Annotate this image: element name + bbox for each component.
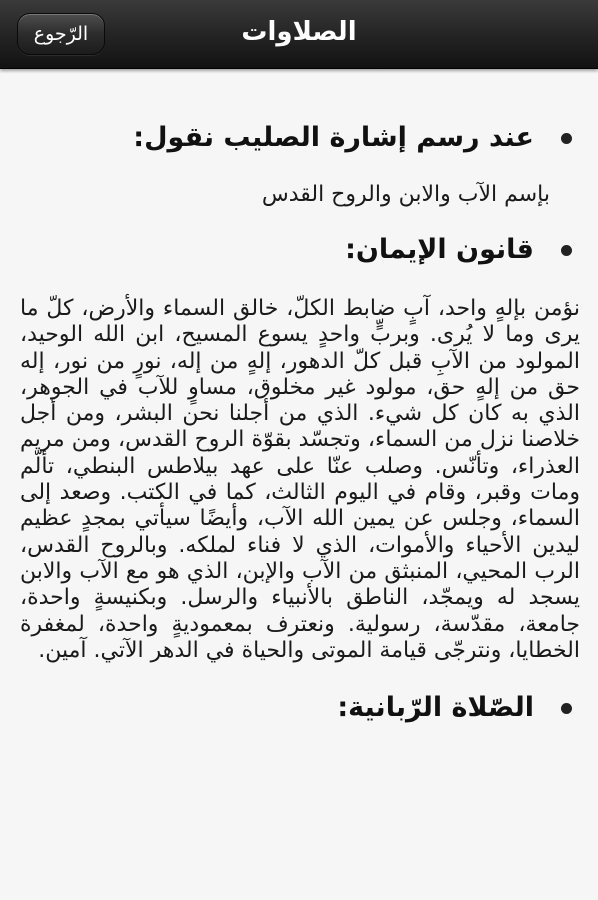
back-button[interactable]: الرّجوع (17, 13, 105, 55)
app-header (0, 0, 598, 69)
sign-of-cross-text: بإسم الآب والابن والروح القدس (261, 182, 550, 207)
section-heading-lords-prayer (20, 688, 580, 728)
section-heading-text: الصّلاة الرّبانية: (337, 692, 534, 724)
bullet-icon (561, 133, 572, 144)
bullet-icon (561, 245, 572, 256)
section-heading-creed (20, 230, 580, 270)
creed-text: نؤمن بإلهٍ واحد، آبٍ ضابط الكلّ، خالق السماء والأرض، كلّ ما يرى وما لا يُرى. وبربٍّ واحدٍ يسوع المسيح، ابن الله الوحيد، المولود من الآبِ قبل كلّ الدهور، إلهٍ من إله، نورٍ من نور، إله حق من إلهٍ حق، مولود غير مخلوق، مساوٍ للآب في الجوهر، الذي به كان كل شيء. الذي من أجلنا نحن البشر، ومن أجل خلاصنا نزل من السماء، وتجسّد بقوّة الروح القدس، ومن مريم العذراء، وتأنّس. وصلب عنّا على عهد بيلاطس البنطي، تألّم ومات وقبر، وقام في اليوم الثالث، كما في الكتب. وصعد إلى السماء، وجلس عن يمين الله الآب، وأيضًا سيأتي بمجدٍ عظيم ليدين الأحياء والأموات، الذي لا فناء لملكه. وبالروح القدس، الرب المحيي، المنبثق من الآب والإبن، الذي هو مع الآب والابن يسجد له ويمجّد، الناطق بالأنبياء والرسل. وبكنيسةٍ واحدة، جامعة، مقدّسة، رسولية. ونعترف بمعموديةٍ واحدة، لمغفرة الخطايا، ونترجّى قيامة الموتى والحياة في الدهر الآتي. آمين. (20, 296, 580, 663)
bullet-icon (561, 703, 572, 714)
section-heading-text: عند رسم إشارة الصليب نقول: (133, 122, 534, 153)
section-heading-sign-of-cross (20, 118, 580, 158)
prayers-content[interactable] (0, 70, 598, 900)
section-heading-text: قانون الإيمان: (345, 234, 534, 265)
page-title: الصلاوات (241, 17, 357, 47)
